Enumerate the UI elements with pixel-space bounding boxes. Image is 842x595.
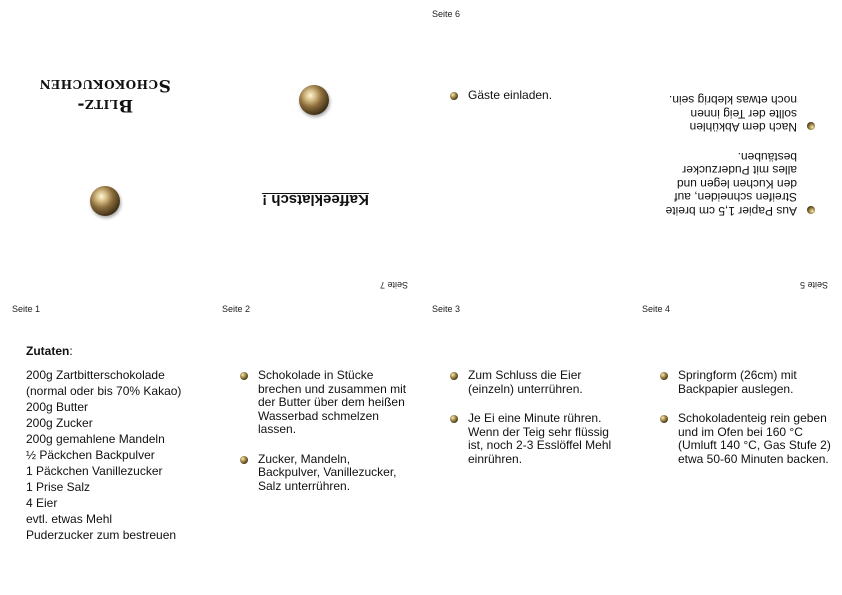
page-label-7: Seite 7 (380, 280, 409, 290)
decor-ball-left (90, 186, 120, 216)
list-item: Springform (26cm) mit Backpapier auslegen. (660, 369, 832, 396)
ingredients-heading (26, 343, 216, 359)
ingredient-item: 1 Prise Salz (26, 480, 91, 494)
list-item: Schokolade in Stücke brechen und zusammen mit der Butter über dem heißen Wasserbad schmelzen lassen. (240, 369, 410, 437)
page3-list (450, 369, 620, 482)
bullet-icon (660, 372, 668, 380)
ingredient-item: 200g Butter (26, 400, 89, 414)
list-item: Schokoladenteig rein geben und im Ofen bei 160 °C (Umluft 140 °C, Gas Stufe 2) etwa 50-60 Minuten backen. (660, 412, 832, 466)
heading-suffix: : (69, 344, 73, 358)
list-item: Zum Schluss die Eier (einzeln) unterrühren. (450, 369, 620, 396)
page-label-2: Seite 2 (222, 304, 251, 314)
cover-subtitle: Kaffeeklatsch ! (262, 191, 369, 208)
ingredient-item: 4 Eier (26, 496, 58, 510)
bullet-icon (240, 372, 248, 380)
page-label-5: Seite 5 (800, 280, 829, 290)
ingredient-item: 200g Zucker (26, 416, 93, 430)
page1-block (26, 343, 216, 543)
list-item: Zucker, Mandeln, Backpulver, Vanillezucker, Salz unterrühren. (240, 453, 410, 494)
page5-block (665, 93, 815, 218)
ingredient-item: (normal oder bis 70% Kakao) (26, 384, 182, 398)
heading-text: Zutaten (26, 344, 70, 358)
page-label-4: Seite 4 (642, 304, 671, 314)
bullet-icon (450, 92, 458, 100)
list-item: Je Ei eine Minute rühren. Wenn der Teig sehr flüssig ist, noch 2-3 Esslöffel Mehl einrühren. (450, 412, 620, 466)
bullet-icon (807, 206, 815, 214)
ingredient-item: 200g Zartbitterschokolade (26, 368, 165, 382)
ingredient-list (26, 367, 216, 543)
decor-ball-top (299, 85, 329, 115)
ingredient-item: evtl. etwas Mehl (26, 512, 113, 526)
page-label-6: Seite 6 (432, 9, 461, 19)
bullet-icon (450, 415, 458, 423)
ingredient-item: Puderzucker zum bestreuen (26, 528, 177, 542)
ingredient-item: 1 Päckchen Vanillezucker (26, 464, 163, 478)
bullet-icon (450, 372, 458, 380)
ingredient-item: 200g gemahlene Mandeln (26, 432, 165, 446)
page-label-3: Seite 3 (432, 304, 461, 314)
cover-title: Blitz-Schokokuchen (39, 75, 171, 115)
bullet-icon (807, 123, 815, 131)
page-label-1: Seite 1 (12, 304, 41, 314)
list-item: Nach dem Abkühlen sollte der Teig innen noch etwas klebrig sein. (665, 93, 815, 134)
list-item: Aus Papier 1,5 cm breite Streifen schneiden, auf den Kuchen legen und alles mit Puderzucker bestäuben. (665, 150, 815, 218)
bullet-icon (660, 415, 668, 423)
page4-list (660, 369, 832, 482)
page2-list (240, 369, 410, 509)
ingredient-item: ½ Päckchen Backpulver (26, 448, 155, 462)
page6-list (450, 89, 620, 119)
page5-list (665, 93, 815, 217)
bullet-icon (240, 456, 248, 464)
list-item: Gäste einladen. (450, 89, 620, 103)
